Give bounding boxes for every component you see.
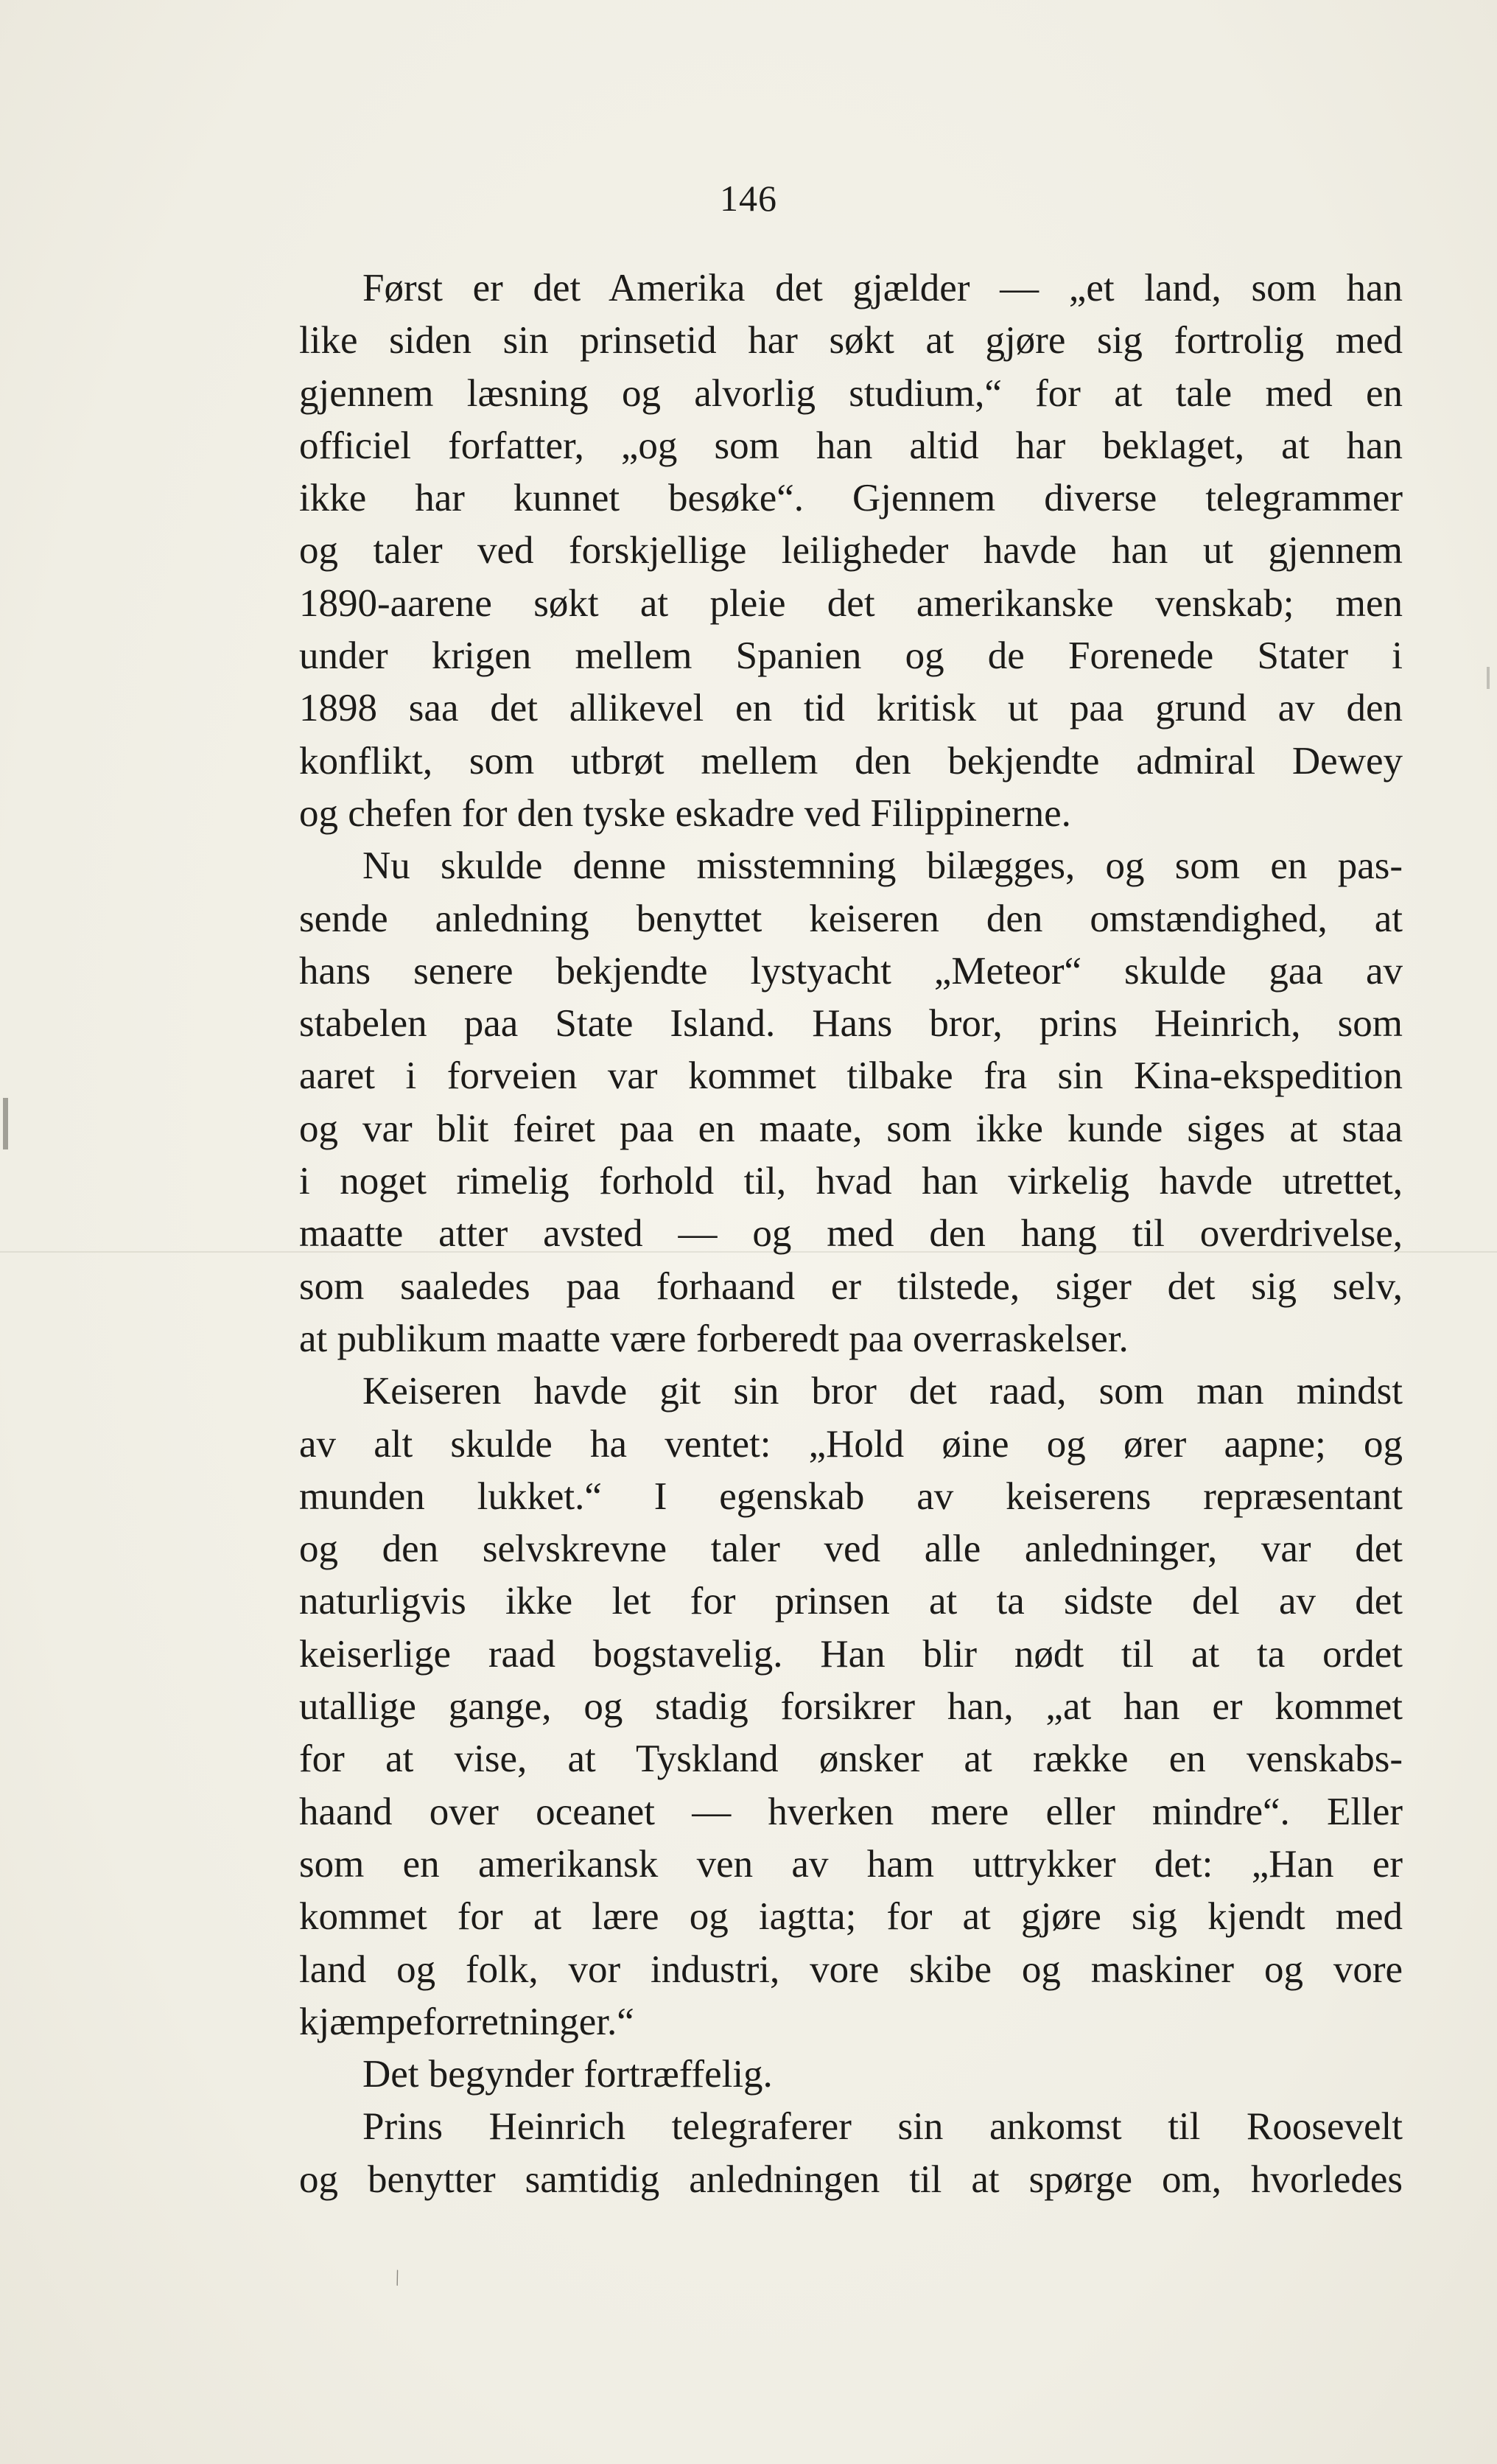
text-line: 1898 saa det allikevel en tid kritisk ut paa grund av den [299, 687, 1403, 730]
text-line: kommet for at lære og iagtta; for at gjøre sig kjendt med [299, 1895, 1403, 1939]
text-line: under krigen mellem Spanien og de Forenede Stater i [299, 634, 1403, 678]
text-line: Keiseren havde git sin bror det raad, som man mindst [362, 1370, 1403, 1413]
text-line: 1890-aarene søkt at pleie det amerikanske venskab; men [299, 581, 1403, 625]
text-line: konflikt, som utbrøt mellem den bekjendte admiral Dewey [299, 739, 1403, 783]
text-line: Det begynder fortræffelig. [362, 2053, 773, 2096]
text-line: og var blit feiret paa en maate, som ikke kunde siges at staa [299, 1107, 1403, 1150]
text-line: for at vise, at Tyskland ønsker at række en venskabs- [299, 1737, 1403, 1781]
text-line: Først er det Amerika det gjælder — „et land, som han [362, 267, 1403, 309]
page-number: 146 [720, 178, 777, 219]
edge-mark [1487, 667, 1490, 689]
text-line: som en amerikansk ven av ham uttrykker det: „Han er [299, 1842, 1403, 1886]
text-line: Nu skulde denne misstemning bilægges, og som en pas- [362, 844, 1403, 888]
text-line: keiserlige raad bogstavelig. Han blir nødt til at ta ordet [299, 1632, 1403, 1676]
text-line: like siden sin prinsetid har søkt at gjøre sig fortrolig med [299, 319, 1403, 363]
text-line: og den selvskrevne taler ved alle anledninger, var det [299, 1527, 1403, 1571]
text-line: stabelen paa State Island. Hans bror, prins Heinrich, som [299, 1002, 1403, 1046]
text-line: som saaledes paa forhaand er tilstede, siger det sig selv, [299, 1264, 1403, 1308]
body-text [299, 262, 1403, 2206]
text-line: av alt skulde ha ventet: „Hold øine og ører aapne; og [299, 1422, 1403, 1466]
text-line: utallige gange, og stadig forsikrer han, „at han er kommet [299, 1685, 1403, 1729]
binding-mark [3, 1098, 8, 1149]
text-line: maatte atter avsted — og med den hang til overdrivelse, [299, 1212, 1403, 1256]
text-line: Prins Heinrich telegraferer sin ankomst til Roosevelt [362, 2105, 1403, 2149]
text-line: i noget rimelig forhold til, hvad han virkelig havde utrettet, [299, 1160, 1403, 1203]
text-line: haand over oceanet — hverken mere eller mindre“. Eller [299, 1790, 1403, 1833]
text-line: naturligvis ikke let for prinsen at ta sidste del av det [299, 1580, 1403, 1623]
text-line: og chefen for den tyske eskadre ved Filippinerne. [299, 791, 1071, 835]
text-line: og benytter samtidig anledningen til at spørge om, hvorledes [299, 2157, 1403, 2201]
text-line: aaret i forveien var kommet tilbake fra sin Kina-ekspedition [299, 1054, 1403, 1098]
text-line: at publikum maatte være forberedt paa overraskelser. [299, 1317, 1129, 1360]
text-line: officiel forfatter, „og som han altid har beklaget, at han [299, 424, 1403, 467]
text-line: hans senere bekjendte lystyacht „Meteor“ skulde gaa av [299, 949, 1403, 993]
text-line: gjennem læsning og alvorlig studium,“ for at tale med en [299, 371, 1403, 415]
text-line: og taler ved forskjellige leiligheder havde han ut gjennem [299, 529, 1403, 573]
text-line: munden lukket.“ I egenskab av keiserens repræsentant [299, 1474, 1403, 1518]
text-line: sende anledning benyttet keiseren den omstændighed, at [299, 897, 1403, 940]
text-line: kjæmpeforretninger.“ [299, 2000, 634, 2043]
text-line: ikke har kunnet besøke“. Gjennem diverse telegrammer [299, 477, 1403, 520]
text-line: land og folk, vor industri, vore skibe og maskiner og vore [299, 1947, 1403, 1991]
stray-mark: \ [390, 2265, 404, 2291]
